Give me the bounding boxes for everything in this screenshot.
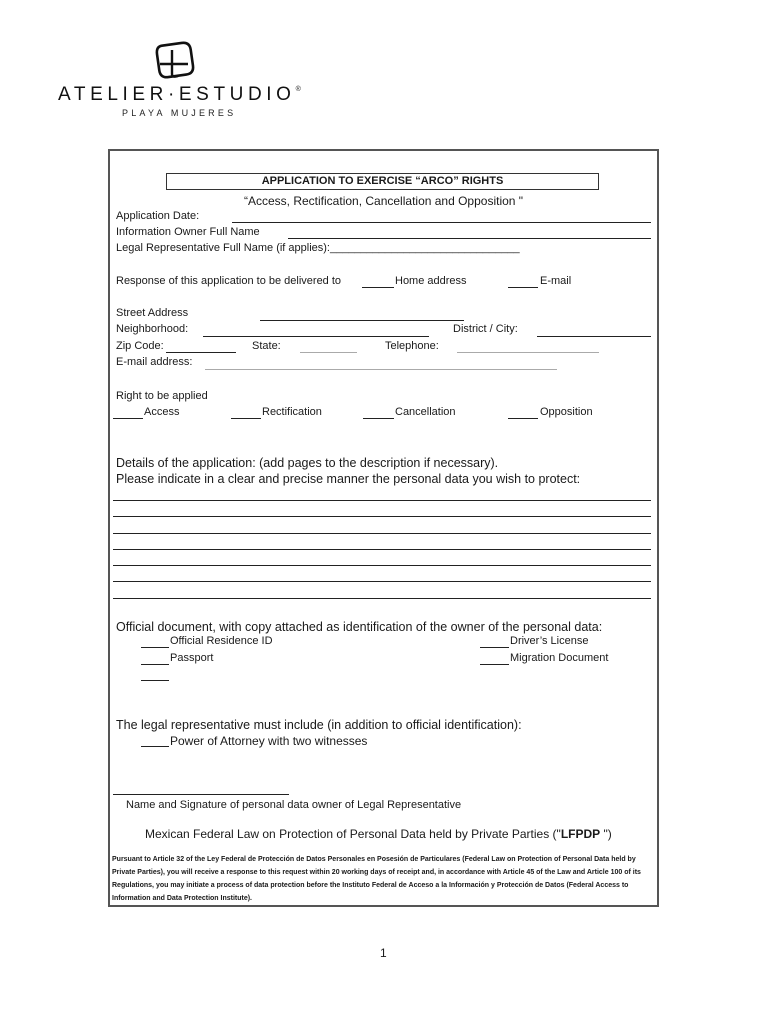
application-date-field[interactable]: [232, 222, 651, 223]
official-document-label: Official document, with copy attached as identification of the owner of the personal data:: [116, 620, 603, 634]
zip-code-field[interactable]: [166, 352, 236, 353]
email-address-label: E-mail address:: [116, 356, 193, 368]
form-title: APPLICATION TO EXERCISE “ARCO” RIGHTS: [166, 173, 599, 190]
form-subtitle: “Access, Rectification, Cancellation and Opposition ": [244, 194, 524, 208]
passport-checkbox[interactable]: [141, 664, 169, 665]
details-prompt: Please indicate in a clear and precise manner the personal data you wish to protect:: [116, 472, 581, 486]
law-title: Mexican Federal Law on Protection of Personal Data held by Private Parties ("LFPDP "): [145, 827, 612, 841]
details-line-1[interactable]: [113, 500, 651, 501]
opposition-checkbox[interactable]: [508, 418, 538, 419]
email-option-checkbox[interactable]: [508, 287, 538, 288]
right-access-label: Access: [144, 406, 180, 418]
signature-field[interactable]: [113, 794, 289, 795]
access-checkbox[interactable]: [113, 418, 143, 419]
email-option-label: E-mail: [540, 275, 572, 287]
home-address-checkbox[interactable]: [362, 287, 394, 288]
signature-label: Name and Signature of personal data owner of Legal Representative: [126, 799, 462, 811]
details-line-3[interactable]: [113, 533, 651, 534]
migration-checkbox[interactable]: [480, 664, 509, 665]
application-date-label: Application Date:: [116, 210, 200, 222]
drivers-license-checkbox[interactable]: [480, 647, 509, 648]
residence-id-label: Official Residence ID: [170, 635, 273, 647]
owner-name-field[interactable]: [288, 238, 651, 239]
migration-label: Migration Document: [510, 652, 609, 664]
residence-id-checkbox[interactable]: [141, 647, 169, 648]
neighborhood-label: Neighborhood:: [116, 323, 189, 335]
passport-label: Passport: [170, 652, 214, 664]
brand-logo-icon: [152, 40, 198, 80]
details-instruction: Details of the application: (add pages to the description if necessary).: [116, 456, 499, 470]
state-label: State:: [252, 340, 281, 352]
street-address-label: Street Address: [116, 307, 189, 319]
district-city-label: District / City:: [453, 323, 518, 335]
cancellation-checkbox[interactable]: [363, 418, 394, 419]
brand-name: ATELIER·ESTUDIO®: [58, 84, 301, 105]
right-opposition-label: Opposition: [540, 406, 593, 418]
owner-name-label: Information Owner Full Name: [116, 226, 260, 238]
home-address-label: Home address: [395, 275, 467, 287]
legal-rep-label: Legal Representative Full Name (if applies):_______________________________: [116, 242, 520, 254]
zip-code-label: Zip Code:: [116, 340, 164, 352]
street-address-field[interactable]: [260, 320, 464, 321]
details-line-6[interactable]: [113, 581, 651, 582]
telephone-field[interactable]: [457, 352, 599, 353]
legal-rep-requirement: The legal representative must include (in addition to official identification):: [116, 718, 522, 732]
state-field[interactable]: [300, 352, 357, 353]
drivers-license-label: Driver’s License: [510, 635, 589, 647]
other-document-checkbox[interactable]: [141, 680, 169, 681]
details-line-5[interactable]: [113, 565, 651, 566]
page-number: 1: [380, 946, 387, 960]
email-address-field[interactable]: [205, 369, 557, 370]
response-label: Response of this application to be delivered to: [116, 275, 342, 287]
brand-location: PLAYA MUJERES: [122, 108, 237, 118]
right-rectification-label: Rectification: [262, 406, 322, 418]
district-city-field[interactable]: [537, 336, 651, 337]
details-line-2[interactable]: [113, 516, 651, 517]
right-cancellation-label: Cancellation: [395, 406, 456, 418]
details-line-4[interactable]: [113, 549, 651, 550]
details-line-7[interactable]: [113, 598, 651, 599]
telephone-label: Telephone:: [385, 340, 439, 352]
legal-notice: Pursuant to Article 32 of the Ley Federal de Protección de Datos Personales en Posesión de Particulares (Federal Law on Protection of Personal Data held by Private Parties), you will receive a response to this request within 20 working days of receipt and, in accordance with Article 45 of the Law and Article 100 of its Regulations, you may initiate a process of data protection before the Instituto Federal de Acceso a la Información y Protección de Datos (Federal Access to Information and Data Protection Institute).: [112, 856, 641, 902]
neighborhood-field[interactable]: [203, 336, 429, 337]
rectification-checkbox[interactable]: [231, 418, 261, 419]
power-of-attorney-label: Power of Attorney with two witnesses: [170, 734, 368, 748]
right-label: Right to be applied: [116, 390, 208, 402]
power-of-attorney-checkbox[interactable]: [141, 746, 169, 747]
